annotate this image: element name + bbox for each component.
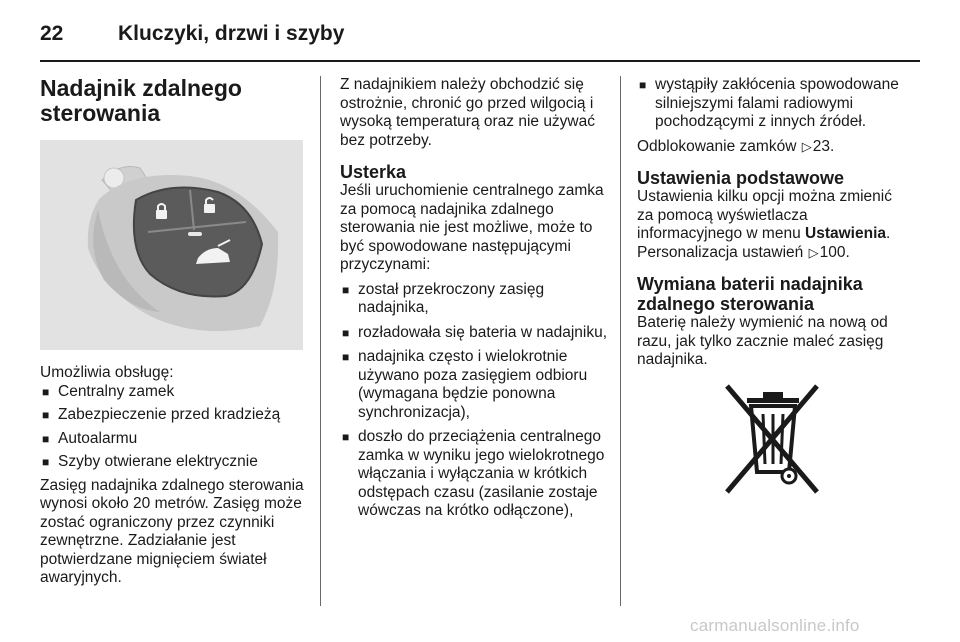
settings-heading: Ustawienia podstawowe <box>637 168 845 188</box>
header-divider <box>40 60 920 62</box>
cross-reference-icon: ▷ <box>808 244 819 260</box>
causes-list-continued <box>637 76 909 132</box>
section-title: Nadajnik zdalnego sterowania <box>40 75 242 126</box>
remote-key-illustration <box>40 140 303 350</box>
list-item: ■ został przekroczony zasięg nadajnika, <box>340 281 608 318</box>
column-2 <box>340 76 608 527</box>
column-3 <box>637 76 909 502</box>
cross-reference-icon: ▷ <box>801 138 812 154</box>
column-divider-1 <box>320 76 321 606</box>
unlock-text: Odblokowanie zamków <box>637 137 797 155</box>
battery-heading: Wymiana baterii nadajnika zdalnego sterowania <box>637 274 863 314</box>
settings-text-cont: . Personalizacja ustawień <box>637 225 891 261</box>
list-item: ■ Centralny zamek <box>40 383 310 402</box>
care-paragraph: Z nadajnikiem należy obchodzić się ostrożnie, chronić go przed wilgocią i wysoką temperaturą oraz nie używać bez potrzeby. <box>340 76 596 149</box>
causes-list <box>340 281 608 521</box>
column-1 <box>40 76 310 594</box>
page-header <box>40 18 920 58</box>
settings-paragraph <box>637 188 909 262</box>
fault-intro: Jeśli uruchomienie centralnego zamka za pomocą nadajnika zdalnego sterowania nie jest możliwe, może to być spowodowane następującymi przyczynami: <box>340 182 604 273</box>
column-divider-2 <box>620 76 621 606</box>
settings-text: Ustawienia kilku opcji można zmienić za pomocą wyświetlacza informacyjnego w menu <box>637 188 892 242</box>
list-item: ■ rozładowała się bateria w nadajniku, <box>340 324 608 343</box>
crossed-out-bin-icon <box>713 384 833 502</box>
settings-menu-name: Ustawienia <box>805 225 886 242</box>
fault-heading: Usterka <box>340 162 407 182</box>
functions-intro: Umożliwia obsługę: <box>40 364 174 381</box>
unlock-paragraph <box>637 138 909 157</box>
list-item: ■ doszło do przeciążenia centralnego zamka w wyniku jego wielokrotnego włączania i wyłączania w krótkich odstępach czasu (zasilanie zostaje wówczas na krótko odłączone), <box>340 428 608 521</box>
settings-page-ref[interactable]: 100. <box>819 243 850 261</box>
list-item: ■ Zabezpieczenie przed kradzieżą <box>40 406 310 425</box>
page-number: 22 <box>40 22 64 45</box>
list-item: ■ wystąpiły zakłócenia spowodowane silniejszymi falami radiowymi pochodzącymi z innych źródeł. <box>637 76 909 132</box>
list-item: ■ Szyby otwierane elektrycznie <box>40 453 310 472</box>
range-paragraph: Zasięg nadajnika zdalnego sterowania wynosi około 20 metrów. Zasięg może zostać ograniczony przez czynniki zewnętrzne. Zadziałanie jest potwierdzane mignięciem świateł awaryjnych. <box>40 476 304 586</box>
remote-key-icon <box>40 140 303 350</box>
watermark: carmanualsonline.info <box>690 616 860 635</box>
functions-list <box>40 383 310 472</box>
unlock-page-ref[interactable]: 23. <box>812 137 835 155</box>
list-item: ■ Autoalarmu <box>40 430 310 449</box>
chapter-title: Kluczyki, drzwi i szyby <box>118 22 345 45</box>
list-item: ■ nadajnika często i wielokrotnie używano poza zasięgiem odbioru (wymagana będzie ponowna synchronizacja), <box>340 348 608 422</box>
battery-paragraph: Baterię należy wymienić na nową od razu, jak tylko zacznie maleć zasięg nadajnika. <box>637 314 888 368</box>
